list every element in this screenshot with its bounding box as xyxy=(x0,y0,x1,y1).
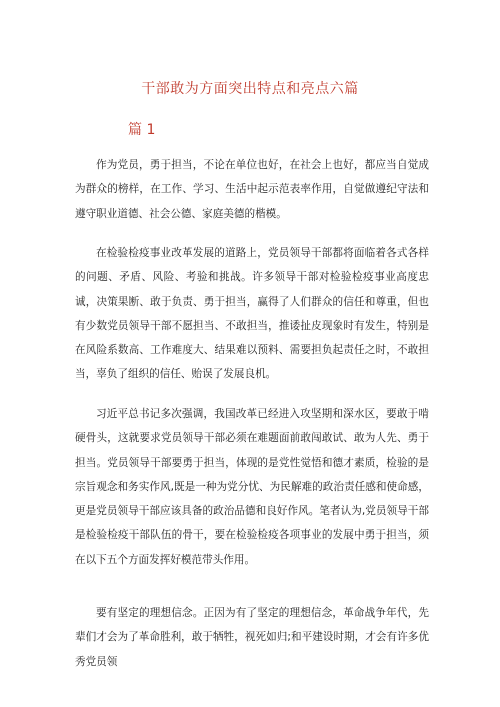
body-paragraph-2: 在检验检疫事业改革发展的道路上，党员领导干部都将面临着各式各样的问题、矛盾、风险、考验和挑战。许多领导干部对检验检疫事业高度忠诚，决策果断、敢于负责、勇于担当，赢得了人们群众的信任和尊重，但也有少数党员领导干部不愿担当、不敢担当，推诿扯皮现象时有发生，特别是在风险系数高、工作难度大、结果难以预料、需要担负起责任之时，不敢担当，辜负了组织的信任、贻误了发展良机。 xyxy=(75,247,429,381)
body-paragraph-4: 要有坚定的理想信念。正因为有了坚定的理想信念，革命战争年代，先辈们才会为了革命胜利，敢于牺牲，视死如归;和平建设时期，才会有许多优秀党员领 xyxy=(75,607,429,668)
section-heading: 篇 1 xyxy=(128,122,156,138)
body-paragraph-1: 作为党员，勇于担当，不论在单位也好，在社会上也好，都应当自觉成为群众的榜样，在工作、学习、生活中起示范表率作用，自觉做遵纪守法和遵守职业道德、社会公德、家庭美德的楷模。 xyxy=(75,159,429,220)
document-title: 干部敢为方面突出特点和亮点六篇 xyxy=(141,81,359,97)
body-paragraph-3: 习近平总书记多次强调，我国改革已经进入攻坚期和深水区，要敢于啃硬骨头，这就要求党员领导干部必须在难题面前敢闯敢试、敢为人先、勇于担当。党员领导干部要勇于担当，体现的是党性觉悟和德才素质，检验的是宗旨观念和务实作风,既是一种为党分忧、为民解难的政治责任感和使命感，更是党员领导干部应该具备的政治品德和良好作风。笔者认为,党员领导干部是检验检疫干部队伍的骨干，要在检验检疫各项事业的发展中勇于担当，须在以下五个方面发挥好模范带头作用。 xyxy=(75,408,429,566)
